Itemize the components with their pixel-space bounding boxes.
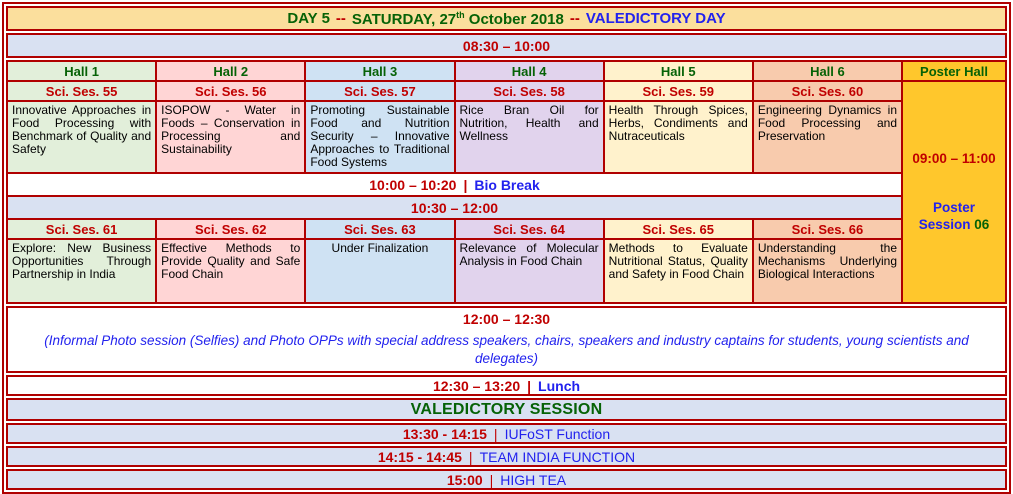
- date-rest: October 2018: [468, 10, 564, 28]
- bio-break-time: 10:00 – 10:20: [369, 176, 457, 193]
- session-66-label: Sci. Ses. 66: [754, 220, 901, 238]
- day-title-row: [6, 6, 1007, 31]
- poster-session-text: Poster Session: [918, 199, 976, 232]
- lunch-row: [6, 375, 1007, 396]
- poster-hall-header: Poster Hall: [903, 62, 1005, 80]
- high-tea-time: 15:00: [446, 471, 483, 488]
- session-57-topic: Promoting Sustainable Food and Nutrition Security – Innovative Approaches to Traditional Food Systems: [306, 102, 453, 172]
- midmorning-time-row: [8, 197, 901, 218]
- session-63-label: Sci. Ses. 63: [306, 220, 453, 238]
- hall-4-header: Hall 4: [456, 62, 603, 80]
- session-59-label: Sci. Ses. 59: [605, 82, 752, 100]
- session-60-topic: Engineering Dynamics in Food Processing and Preservation: [754, 102, 901, 172]
- session-55-label: Sci. Ses. 55: [8, 82, 155, 100]
- session-63-topic: Under Finalization: [306, 240, 453, 302]
- team-india-time: 14:15 - 14:45: [377, 448, 462, 465]
- session-61-label: Sci. Ses. 61: [8, 220, 155, 238]
- bio-break-separator: |: [463, 176, 468, 193]
- session-57-label: Sci. Ses. 57: [306, 82, 453, 100]
- midmorning-time-label: 10:30 – 12:00: [410, 199, 499, 216]
- sessions-grid: [6, 60, 1007, 304]
- session-65-label: Sci. Ses. 65: [605, 220, 752, 238]
- schedule-board: [2, 2, 1011, 494]
- team-india-label: TEAM INDIA FUNCTION: [479, 448, 636, 465]
- photo-session-note: (Informal Photo session (Selfies) and Photo OPPs with special address speakers, chairs, speakers and industry captains for students, young scientists and delegates): [44, 333, 969, 366]
- session-55-topic: Innovative Approaches in Food Processing with Benchmark of Quality and Safety: [8, 102, 155, 172]
- high-tea-separator: |: [489, 471, 494, 488]
- hall-3-header: Hall 3: [306, 62, 453, 80]
- hall-2-header: Hall 2: [157, 62, 304, 80]
- high-tea-row: [6, 469, 1007, 490]
- bio-break-label: Bio Break: [474, 176, 540, 193]
- poster-session-cell: [903, 82, 1005, 302]
- iufost-time: 13:30 - 14:15: [402, 425, 487, 442]
- session-64-topic: Relevance of Molecular Analysis in Food Chain: [456, 240, 603, 302]
- lunch-separator: |: [527, 377, 532, 394]
- date-ordinal: th: [456, 9, 465, 20]
- poster-session-number: 06: [974, 216, 990, 232]
- day-label: DAY 5: [287, 10, 330, 27]
- team-india-separator: |: [468, 448, 473, 465]
- morning-time-row: [6, 33, 1007, 58]
- noon-photo-block: [6, 306, 1007, 373]
- hall-6-header: Hall 6: [754, 62, 901, 80]
- iufost-label: IUFoST Function: [504, 425, 611, 442]
- team-india-function-row: [6, 446, 1007, 467]
- session-56-topic: ISOPOW - Water in Foods – Conservation in Processing and Sustainability: [157, 102, 304, 172]
- noon-time-label: 12:00 – 12:30: [462, 311, 551, 327]
- valedictory-day-label: VALEDICTORY DAY: [585, 10, 726, 27]
- lunch-label: Lunch: [538, 377, 581, 394]
- poster-session-label: [903, 200, 1005, 234]
- poster-session-time: 09:00 – 11:00: [912, 150, 996, 166]
- hall-1-header: Hall 1: [8, 62, 155, 80]
- session-59-topic: Health Through Spices, Herbs, Condiments and Nutraceuticals: [605, 102, 752, 172]
- session-65-topic: Methods to Evaluate Nutritional Status, Quality and Safety in Food Chain: [605, 240, 752, 302]
- lunch-time: 12:30 – 13:20: [432, 377, 521, 394]
- date-main: SATURDAY, 27: [351, 10, 457, 28]
- session-56-label: Sci. Ses. 56: [157, 82, 304, 100]
- title-separator-2: --: [569, 10, 580, 27]
- morning-time-label: 08:30 – 10:00: [462, 37, 551, 54]
- high-tea-label: HIGH TEA: [500, 471, 567, 488]
- valedictory-session-heading: VALEDICTORY SESSION: [6, 398, 1007, 421]
- session-62-label: Sci. Ses. 62: [157, 220, 304, 238]
- session-58-topic: Rice Bran Oil for Nutrition, Health and Wellness: [456, 102, 603, 172]
- session-64-label: Sci. Ses. 64: [456, 220, 603, 238]
- iufost-function-row: [6, 423, 1007, 444]
- session-61-topic: Explore: New Business Opportunities Through Partnership in India: [8, 240, 155, 302]
- bio-break-row: [8, 174, 901, 195]
- iufost-separator: |: [493, 425, 498, 442]
- title-separator: --: [335, 10, 346, 27]
- hall-5-header: Hall 5: [605, 62, 752, 80]
- session-62-topic: Effective Methods to Provide Quality and Safe Food Chain: [157, 240, 304, 302]
- session-58-label: Sci. Ses. 58: [456, 82, 603, 100]
- date-label: [352, 10, 564, 28]
- session-60-label: Sci. Ses. 60: [754, 82, 901, 100]
- session-66-topic: Understanding the Mechanisms Underlying Biological Interactions: [754, 240, 901, 302]
